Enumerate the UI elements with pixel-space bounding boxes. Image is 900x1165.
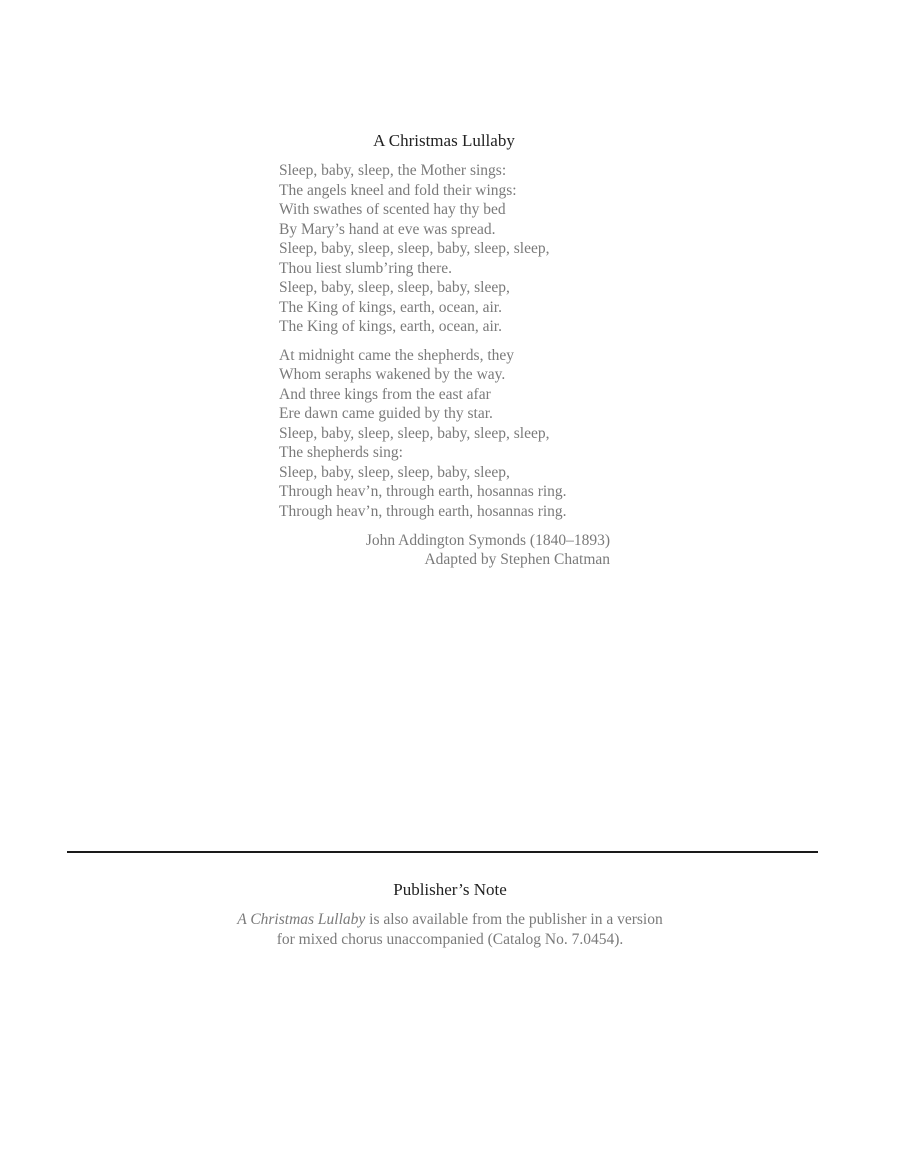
publishers-note-line-2: for mixed chorus unaccompanied (Catalog No. 7.0454).	[276, 931, 624, 948]
poem-line: And three kings from the east afar	[279, 385, 491, 403]
poem-line: The King of kings, earth, ocean, air.	[279, 298, 502, 316]
publishers-note-heading: Publisher’s Note	[393, 880, 507, 899]
poem-line: By Mary’s hand at eve was spread.	[279, 220, 496, 238]
poem-line: Whom seraphs wakened by the way.	[279, 366, 506, 383]
poem-line: Sleep, baby, sleep, the Mother sings:	[279, 162, 507, 179]
stanza-2	[279, 346, 659, 522]
attribution	[300, 531, 610, 569]
poem-line: Sleep, baby, sleep, sleep, baby, sleep,	[279, 279, 510, 296]
poem-line: Thou liest slumb’ring there.	[279, 259, 453, 277]
poem-line: Sleep, baby, sleep, sleep, baby, sleep, sleep,	[279, 424, 550, 442]
poem-line: Sleep, baby, sleep, sleep, baby, sleep,	[279, 463, 510, 481]
poem-title: A Christmas Lullaby	[373, 131, 515, 150]
poem-author: John Addington Symonds (1840–1893)	[365, 532, 610, 549]
publishers-note-text: is also available from the publisher in a version	[365, 911, 663, 928]
poem-line: Sleep, baby, sleep, sleep, baby, sleep, sleep,	[279, 240, 550, 257]
poem-line: Ere dawn came guided by thy star.	[279, 405, 493, 422]
poem-line: With swathes of scented hay thy bed	[279, 201, 506, 218]
poem-line: At midnight came the shepherds, they	[279, 346, 515, 364]
poem-adapter: Adapted by Stephen Chatman	[424, 551, 610, 568]
poem-body	[279, 161, 659, 521]
poem-line: Through heav’n, through earth, hosannas ring.	[279, 483, 567, 500]
stanza-1	[279, 161, 659, 337]
section-divider	[67, 851, 818, 853]
publishers-note-line-1	[150, 910, 750, 930]
poem-line: The shepherds sing:	[279, 444, 403, 461]
publishers-note-body	[150, 910, 750, 950]
poem-line: The King of kings, earth, ocean, air.	[279, 318, 502, 335]
poem-line: Through heav’n, through earth, hosannas ring.	[279, 502, 567, 520]
work-title: A Christmas Lullaby	[237, 911, 366, 928]
poem-line: The angels kneel and fold their wings:	[279, 181, 517, 199]
